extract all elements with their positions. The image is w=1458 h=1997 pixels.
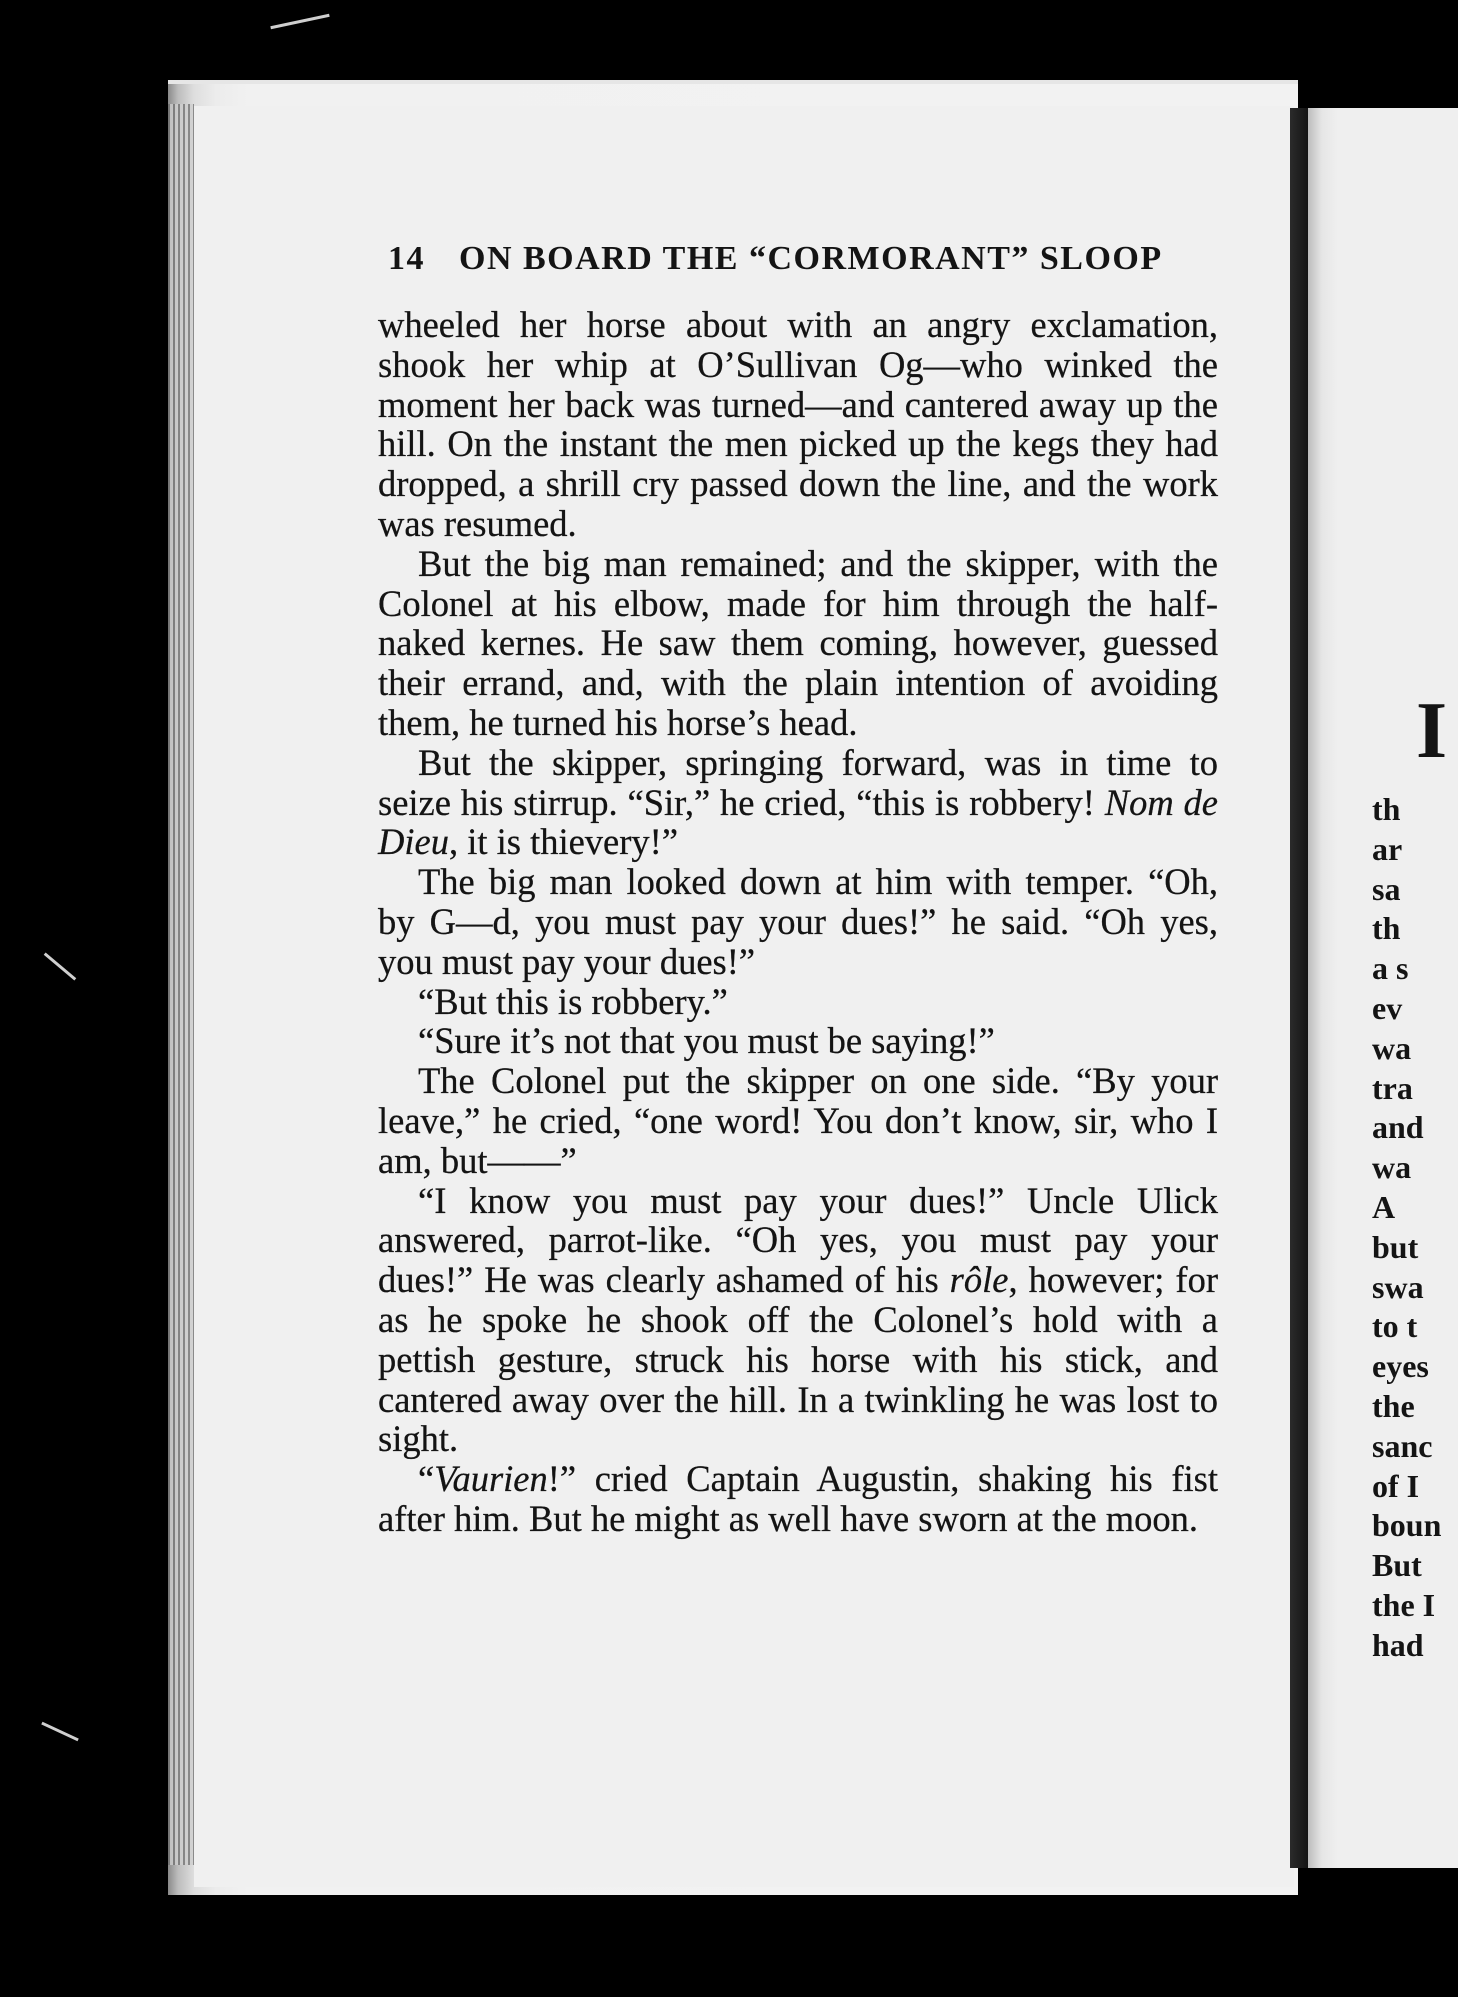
- page-number: 14: [388, 240, 425, 277]
- page-body-text: [378, 305, 1218, 1539]
- paragraph: The Colonel put the skipper on one side. “By your leave,” he cried, “one word! You don’t know, sir, who I am, but——”: [378, 1060, 1218, 1181]
- paragraph: “Vaurien!” cried Captain Augustin, shaking his fist after him. But he might as well have sworn at the moon.: [378, 1458, 1218, 1539]
- facing-page-line-fragment: sanc: [1372, 1427, 1433, 1464]
- facing-page-line-fragment: th: [1372, 791, 1401, 827]
- facing-page-line-fragment: ar: [1372, 830, 1403, 867]
- facing-page-text: [1372, 687, 1452, 1666]
- running-title: ON BOARD THE “CORMORANT” SLOOP: [459, 240, 1163, 277]
- paragraph: But the skipper, springing forward, was in time to seize his stirrup. “Sir,” he cried, “this is robbery! Nom de Dieu, it is thievery!”: [378, 741, 1219, 863]
- facing-page-line-fragment: boun: [1372, 1507, 1442, 1544]
- facing-page-line-fragment: had: [1372, 1626, 1424, 1663]
- facing-page-line-fragment: eyes: [1372, 1348, 1429, 1385]
- running-header: [388, 240, 1163, 278]
- page-edge: [168, 104, 194, 1865]
- facing-page-line-fragment: and: [1372, 1109, 1424, 1146]
- facing-page-line-fragment: ev: [1372, 989, 1403, 1026]
- scan-artifact-mark: [44, 952, 77, 980]
- facing-page-line-fragment: the I: [1372, 1586, 1436, 1623]
- facing-page-line-fragment: But: [1372, 1547, 1422, 1584]
- facing-page-line-fragment: wa: [1372, 1149, 1412, 1186]
- facing-page-line-fragment: the: [1372, 1387, 1415, 1424]
- facing-page-line-fragment: A: [1372, 1188, 1396, 1225]
- paragraph: “I know you must pay your dues!” Uncle Ulick answered, parrot-like. “Oh yes, you must pay your dues!” He was clearly ashamed of his rôle, however; for as he spoke he shook off the Colonel’s hold with a pettish gesture, struck his horse with his stick, and cantered away over the hill. In a twinkling he was lost to sight.: [378, 1179, 1218, 1460]
- paragraph: wheeled her horse about with an angry exclamation, shook her whip at O’Sullivan Og—who winked the moment her back was turned—and cantered away up the hill. On the instant the men picked up the kegs they had dropped, a shrill cry passed down the line, and the work was resumed.: [378, 304, 1218, 544]
- facing-page-drop-cap: I: [1416, 687, 1448, 775]
- scan-artifact-mark: [41, 1722, 79, 1742]
- facing-page-line-fragment: but: [1372, 1228, 1419, 1265]
- facing-page-line-fragment: sa: [1372, 870, 1401, 907]
- paragraph: But the big man remained; and the skipper, with the Colonel at his elbow, made for him through the half-naked kernes. He saw them coming, however, guessed their errand, and, with the plain intention of avoiding them, he turned his horse’s head.: [378, 542, 1218, 743]
- facing-page-line-fragment: swa: [1372, 1268, 1424, 1305]
- paragraph: “Sure it’s not that you must be saying!”: [418, 1020, 995, 1062]
- facing-page-line-fragment: to t: [1372, 1308, 1418, 1345]
- paragraph: The big man looked down at him with temper. “Oh, by G—d, you must pay your dues!” he said. “Oh yes, you must pay your dues!”: [378, 861, 1218, 982]
- facing-page-line-fragment: wa: [1372, 1029, 1412, 1066]
- facing-page-line-fragment: tra: [1372, 1069, 1413, 1106]
- facing-page-line-fragment: th: [1372, 910, 1401, 947]
- scan-artifact-mark: [270, 14, 329, 29]
- facing-page-line-fragment: of I: [1372, 1467, 1420, 1504]
- paragraph: “But this is robbery.”: [418, 980, 728, 1022]
- facing-page-line-fragment: a s: [1372, 950, 1409, 987]
